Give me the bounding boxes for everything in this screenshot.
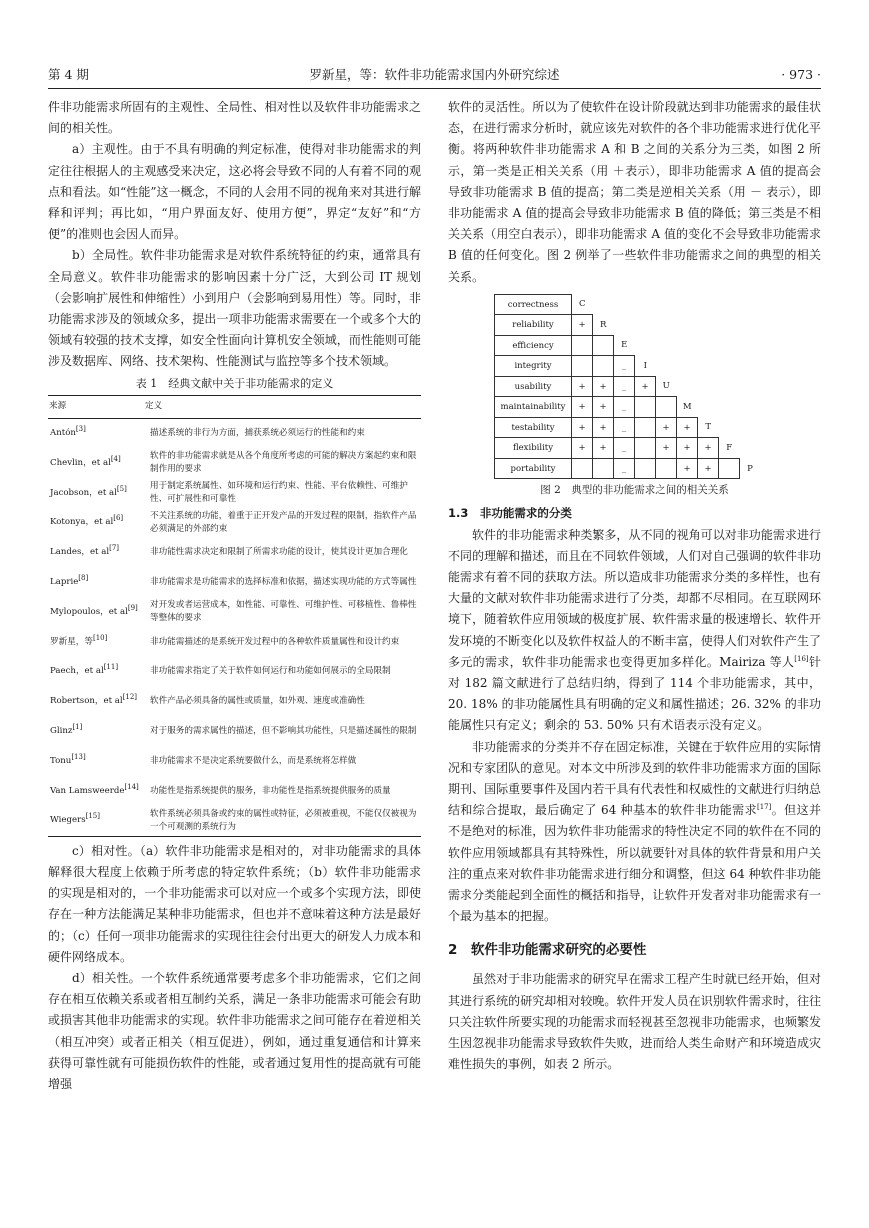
definition-cell: 描述系统的非行为方面，捕获系统必须运行的性能和约束 [150,428,365,439]
matrix-diagonal-letter: C [578,299,586,310]
matrix-cell: + [656,438,677,459]
source-citation: [8] [78,574,89,583]
definition-cell: 用于制定系统属性、如环境和运行约束、性能、平台依赖性、可维护性、可扩展性和可靠性 [150,481,408,505]
matrix-diagonal-letter: P [747,463,753,474]
definition-cell: 软件系统必须具备或约束的属性或特征，必须被重视，不能仅仅被视为一个可观测的系统行为 [150,808,417,832]
matrix-row-label: flexibility [495,438,572,459]
source-citation: [15] [85,812,100,821]
paragraph-flexibility-cont: 软件的灵活性。所以为了使软件在设计阶段就达到非功能需求的最佳状态，在进行需求分析时，就应该先对软件的各个非功能需求进行优化平衡。将两种软件非功能需求 A 和 B 之间的关系分为三类，如图 2 所示，第一类是正相关关系（用 ＋表示），即非功能需求 A 值的提高会导致非功能需求 B 值的提高；第二类是逆相关关系（用 － 表示），即非功能需求 A 值的提高会导致非功能需求 B 值的降低；第三类是不相关关系（用空白表示），即非功能需求 A 值的变化不会导致非功能需求 B 值的任何变化。图 2 例举了一些软件非功能需求之间的典型的相关关系。 [448,100,821,284]
matrix-cell: + [572,315,593,336]
definition-cell: 非功能需求是功能需求的选择标准和依据，描述实现功能的方式等属性 [150,577,417,588]
matrix-row [495,335,761,356]
table-row [48,418,421,448]
source-cell [48,538,144,568]
matrix-cell [593,458,614,479]
source-cell [48,568,144,598]
source-cell [48,657,144,687]
source-name: Van Lamsweerde [50,785,125,796]
source-citation: [6] [113,514,124,523]
source-cell [48,418,144,448]
issue-label: 第 4 期 [48,67,89,82]
matrix-cell: + [593,438,614,459]
source-citation: [11] [103,663,119,672]
source-name: Glinz [50,726,73,736]
matrix-cell [656,397,677,418]
definition-cell: 软件产品必须具备的属性或质量，如外观、速度或准确性 [150,696,365,707]
source-name: Wiegers [50,815,86,826]
definition-cell: 非功能需求指定了关于软件如何运行和功能如何展示的全局限制 [150,666,391,677]
definition-cell: 不关注系统的功能，着重于正开发产品的开发过程的限制，指软件产品必须满足的外部约束 [150,510,417,534]
table-row [48,717,421,747]
source-cell [48,508,144,538]
standard-text: 非功能需求的分类并不存在固定标准，关键在于软件应用的实际情况和专家团队的意见。对本文中所涉及到的软件非功能需求方面的国际期刊、国际重要事件及国内若干具有代表性和权威性的文献进行归纳总结和综合提取，最后确定了 64 种基本的软件非功能需求 [448,739,821,818]
figure-2-caption: 图 2 典型的非功能需求之间的相关关系 [540,484,729,497]
matrix-cell: _ [614,417,635,438]
table-row [48,478,421,508]
matrix-cell [572,356,593,377]
paragraph-correlation: d）相关性。一个软件系统通常要考虑多个非功能需求，它们之间存在相互依赖关系或者相互制约关系，满足一条非功能需求可能会有助或损害其他非功能需求的实现。软件非功能需求之间可能存在着逆相关（相互冲突）或者正相关（相互促进），例如，通过重复通信和计算来获得可靠性就有可能损伤软件的性能，或者通过复用性的提高就有可能增强 [48,971,421,1092]
matrix-cell: + [593,397,614,418]
source-name: Kotonya，et al [50,517,114,528]
definition-cell: 非功能性需求决定和限制了所需求功能的设计，使其设计更加合理化 [150,547,408,558]
matrix-row [495,315,761,336]
source-name: Tonu [50,755,72,766]
definitions-table [48,395,421,837]
classification-text-tail: 针对 182 篇文献进行了总结归纳，得到了 114 个非功能需求，其中，20. 18% 的非功能属性具有明确的定义和属性描述；26. 32% 的非功能属性只有定义；剩余的 53. 50% 只有术语表示没有定义。 [448,654,821,733]
paragraph-globality: b）全局性。软件非功能需求是对软件系统特征的约束，通常具有全局意义。软件非功能需求的影响因素十分广泛，大到公司 IT 规划（会影响扩展性和伸缩性）小到用户（会影响到易用性）等。同时，非功能需求涉及的领域众多，提出一项非功能需求需要在一个或多个大的领域有较强的技术支撑，如安全性面向计算机安全领域，而性能则可能涉及数据库、网络、技术架构、性能测试与监控等多个技术领域。 [48,248,421,369]
source-citation: [9] [127,603,138,612]
source-name: Antón [50,428,76,439]
figure-2 [494,294,821,480]
matrix-cell [635,458,656,479]
definition-cell: 软件的非功能需求就是从各个角度所考虑的可能的解决方案起约束和限制作用的要求 [150,451,417,475]
table-header-source: 来源 [48,395,144,418]
source-citation: [10] [92,633,108,642]
matrix-diagonal-letter: E [621,340,628,351]
source-cell [48,448,144,478]
table-row [48,568,421,598]
source-citation: [7] [109,544,120,553]
matrix-cell [635,397,656,418]
section-2-heading: 2 软件非功能需求研究的必要性 [448,942,647,959]
matrix-row [495,376,761,397]
classification-text: 软件的非功能需求种类繁多，从不同的视角可以对非功能需求进行不同的理解和描述，而且在不同软件领域，人们对自己强调的软件非功能需求有着不同的获取方法。所以造成非功能需求分类的多样性，也有大量的文献对软件非功能需求进行了分类，却都不尽相同。在互联网环境下，随着软件应用领域的极度扩展、软件需求量的极速增长、软件开发环境的不断变化以及软件权益人的不断丰富，使得人们对软件产生了多元的需求，软件非功能需求也变得更加多样化。Mairiza 等人 [448,527,821,669]
matrix-cell: _ [614,376,635,397]
matrix-diagonal-letter: U [662,381,670,392]
matrix-cell: + [572,438,593,459]
matrix-row-label: integrity [495,356,572,377]
source-cell [48,746,144,776]
matrix-diagonal-letter: R [600,319,607,330]
source-cell [48,627,144,657]
matrix-cell [572,458,593,479]
matrix-diagonal-letter: I [643,360,647,371]
section-1-3-heading: 1.3 非功能需求的分类 [448,506,572,521]
matrix-cell: + [572,417,593,438]
matrix-cell: + [656,417,677,438]
matrix-row-label: testability [495,417,572,438]
matrix-row-label: usability [495,376,572,397]
running-header [48,66,821,89]
source-name: Landes，et al [50,547,110,558]
source-cell [48,717,144,747]
paragraph-subjectivity: a）主观性。由于不具有明确的判定标准，使得对非功能需求的判定往往根据人的主观感受来决定，这必将会导致不同的人有着不同的观点和看法。如“性能”这一概念，不同的人会用不同的视角来对其进行解释和评判；再比如，“用户界面友好、使用方便”，界定“友好”和“方便”的准则也会因人而异。 [48,142,421,242]
source-name: Mylopoulos，et al [50,606,128,617]
table-header-definition: 定义 [144,395,421,418]
left-column [48,97,421,1095]
matrix-cell: + [677,438,698,459]
paragraph-intro: 件非功能需求所固有的主观性、全局性、相对性以及软件非功能需求之间的相关性。 [48,100,421,136]
source-cell [48,478,144,508]
table-row [48,746,421,776]
running-title: 罗新星，等：软件非功能需求国内外研究综述 [309,67,560,82]
matrix-diagonal-letter: M [682,401,692,412]
matrix-row-label: correctness [495,294,572,315]
matrix-row [495,356,761,377]
table-row [48,597,421,627]
table-row [48,776,421,806]
matrix-row [495,417,761,438]
matrix-cell: + [698,438,719,459]
source-cell [48,687,144,717]
source-cell [48,776,144,806]
paragraph-necessity: 虽然对于非功能需求的研究早在需求工程产生时就已经开始，但对其进行系统的研究却相对较晚。软件开发人员在识别软件需求时，往往只关注软件所要实现的功能需求而轻视甚至忽视非功能需求，也频繁发生因忽视非功能需求导致软件失败，进而给人类生命财产和环境造成灾难性损失的事例，如表 2 所示。 [448,972,821,1072]
source-cell [48,806,144,836]
matrix-cell: _ [614,397,635,418]
table-1-caption: 表 1 经典文献中关于非功能需求的定义 [135,376,334,390]
matrix-cell: + [635,376,656,397]
source-citation: [14] [124,782,139,791]
matrix-row [495,438,761,459]
citation-16: [16] [794,654,809,663]
citation-17: [17] [757,803,772,812]
matrix-diagonal-letter: T [705,422,712,433]
matrix-diagonal-letter: F [726,442,733,453]
matrix-cell: _ [614,356,635,377]
matrix-cell: _ [614,438,635,459]
definition-cell: 非功能需求不是决定系统要做什么，而是系统将怎样做 [150,755,357,766]
matrix-cell [656,458,677,479]
standard-text-tail: 。但这并不是绝对的标准，因为软件非功能需求的特性决定不同的软件在不同的软件应用领域都具有其特殊性，所以就要针对具体的软件背景和用户关注的重点来对软件非功能需求进行细分和调整，但这 64 种软件非功能需求分类能起到全面性的概括和指导，让软件开发者对非功能需求有一个最为基本的把握。 [448,803,821,924]
matrix-cell [719,458,740,479]
source-cell [48,597,144,627]
paragraph-classification-standard [448,737,821,928]
matrix-row [495,397,761,418]
paragraph-relativity: c）相对性。（a）软件非功能需求是相对的，对非功能需求的具体解释很大程度上依赖于所考虑的特定软件系统；（b）软件非功能需求的实现是相对的，一个非功能需求可以对应一个或多个实现方法，即使存在一种方法能满足某种非功能需求，但也并不意味着这种方法是最好的；（c）任何一项非功能需求的实现往往会付出更大的研发人力成本和硬件网络成本。 [48,843,421,964]
matrix-row [495,458,761,479]
matrix-row-label: efficiency [495,335,572,356]
matrix-row-label: portability [495,458,572,479]
source-name: Jacobson，et al [50,487,117,498]
definition-cell: 非功能需描述的是系统开发过程中的各种软件质量属性和设计约束 [150,636,400,647]
matrix-cell [572,335,593,356]
right-column [448,97,821,1075]
source-citation: [4] [110,454,121,463]
matrix-cell [635,438,656,459]
source-name: Laprie [50,577,79,588]
table-row [48,657,421,687]
definition-cell: 功能性是指系统提供的服务，非功能性是指系统提供服务的质量 [150,785,391,796]
matrix-cell [635,417,656,438]
source-citation: [3] [75,425,86,434]
matrix-cell: + [572,397,593,418]
source-citation: [13] [71,752,86,761]
table-row [48,806,421,836]
source-name: Robertson，et al [50,696,123,707]
definition-cell: 对开发或者运营成本，如性能、可靠性、可维护性、可移植性、鲁棒性等整体的要求 [150,600,417,624]
source-name: 罗新星，等 [50,636,93,647]
matrix-row-label: maintainability [495,397,572,418]
correlation-matrix [494,294,761,480]
matrix-cell: + [698,458,719,479]
table-row [48,627,421,657]
matrix-cell: + [593,417,614,438]
matrix-cell [593,356,614,377]
matrix-cell: _ [614,458,635,479]
table-row [48,508,421,538]
paragraph-classification [448,525,821,737]
source-citation: [5] [116,484,127,493]
source-name: Chevlin，et al [50,457,111,468]
matrix-row [495,294,761,315]
matrix-cell: + [677,458,698,479]
matrix-cell: + [677,417,698,438]
table-row [48,538,421,568]
matrix-cell: + [593,376,614,397]
matrix-row-label: reliability [495,315,572,336]
table-row [48,448,421,478]
source-citation: [12] [122,693,138,702]
definition-cell: 对于服务的需求属性的描述，但不影响其功能性，只是描述属性的限制 [150,726,417,736]
table-row [48,687,421,717]
source-name: Paech，et al [50,666,104,677]
source-citation: [1] [72,723,83,732]
matrix-cell [593,335,614,356]
matrix-cell: + [572,376,593,397]
page-number: · 973 · [781,67,821,82]
